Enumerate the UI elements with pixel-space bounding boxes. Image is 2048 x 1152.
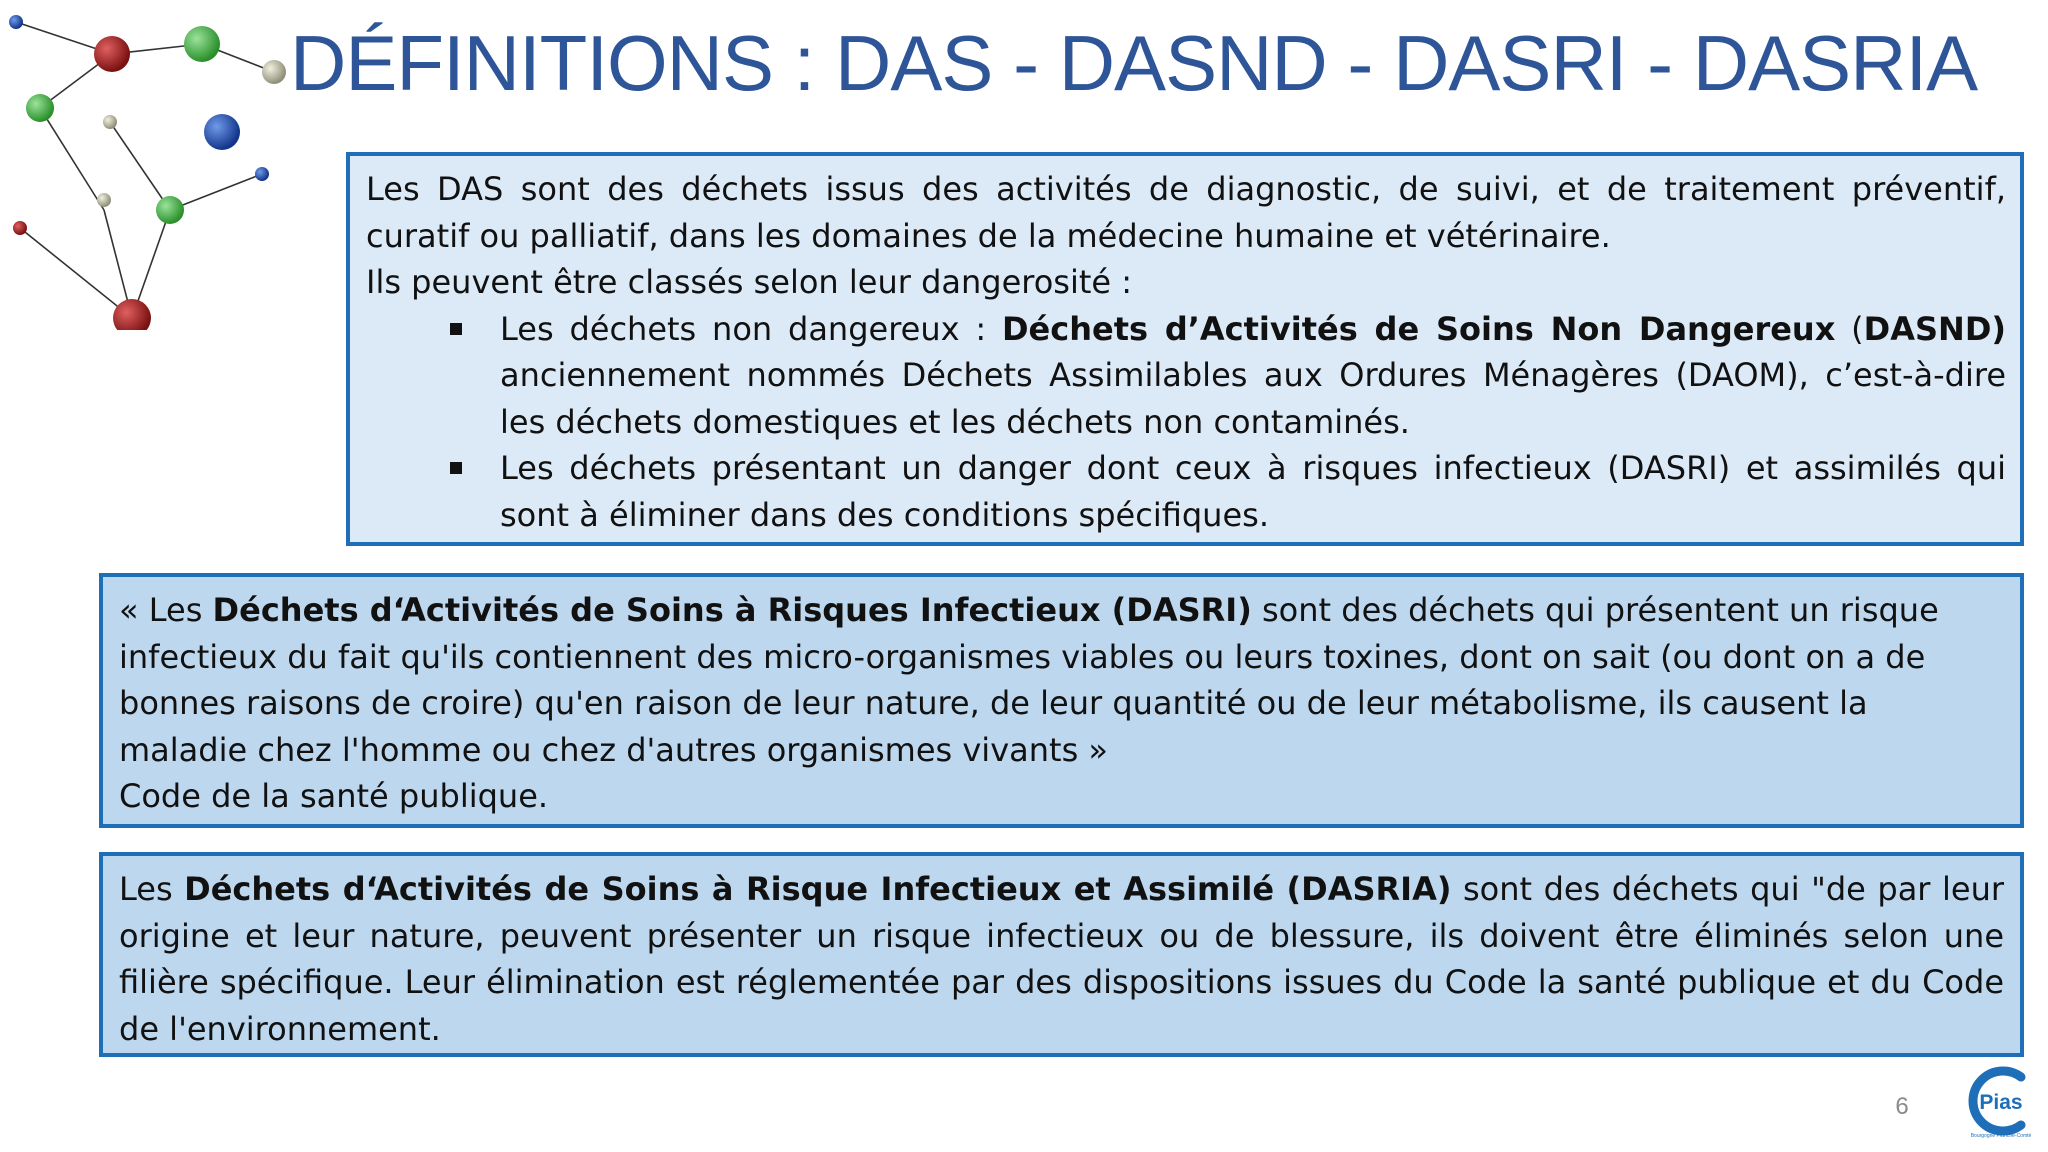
dasnd-term: Déchets d’Activités de Soins Non Dangereux (1001, 309, 1836, 348)
square-bullet-icon (450, 323, 462, 335)
page-number: 6 (1895, 1093, 1909, 1120)
dasri-term: Déchets d‘Activités de Soins à Risques Infectieux (DASRI) (212, 591, 1252, 629)
das-definition-box (346, 152, 2024, 546)
dasri-text: sont des déchets qui présentent un risque infectieux du fait qu'ils contiennent des micro-organismes viables ou leurs toxines, dont on sait (ou dont on a de bonnes raisons de croire) qu'en raison de leur nature, de leur quantité ou de leur métabolisme, ils causent la maladie chez l'homme ou chez d'autres organismes vivants » (119, 591, 1939, 769)
bullet-text: Les déchets présentant un danger dont ceux à risques infectieux (DASRI) et assimilés qui sont à éliminer dans des conditions spécifiques. (500, 449, 2006, 534)
logo-tagline: Bourgogne Franche-Comté (1970, 1133, 2032, 1139)
dasria-definition-box (99, 852, 2024, 1057)
dasria-term: Déchets d‘Activités de Soins à Risque Infectieux et Assimilé (DASRIA) (184, 870, 1452, 908)
bullet-text: ( (1835, 309, 1864, 348)
dasri-source: Code de la santé publique. (119, 777, 549, 815)
quote-open: « Les (119, 591, 213, 629)
list-item-dasnd (500, 306, 2006, 446)
dasria-pre: Les (119, 870, 185, 908)
bullet-text: anciennement nommés Déchets Assimilables aux Ordures Ménagères (DAOM), c’est-à-dire les déchets domestiques et les déchets non contaminés. (500, 356, 2006, 441)
dasnd-acronym: DASND) (1863, 309, 2007, 348)
cpias-logo (1965, 1065, 2035, 1141)
dasri-quote (119, 587, 2004, 773)
bullet-text: Les déchets non dangereux : (500, 309, 1002, 348)
das-intro-text: Les DAS sont des déchets issus des activités de diagnostic, de suivi, et de traitement préventif, curatif ou palliatif, dans les domaines de la médecine humaine et vétérinaire. (366, 170, 2006, 255)
classification-text: Ils peuvent être classés selon leur dangerosité : (366, 263, 1133, 301)
molecule-network-icon (0, 0, 290, 330)
square-bullet-icon (450, 462, 462, 474)
list-item-dasri (500, 445, 2006, 538)
dasria-text (119, 866, 2004, 1052)
slide-title: DÉFINITIONS : DAS - DASND - DASRI - DASRIA (290, 19, 1978, 107)
dasria-rest: sont des déchets qui "de par leur origine et leur nature, peuvent présenter un risque infectieux ou de blessure, ils doivent être éliminés selon une filière spécifique. Leur élimination est réglementée par des dispositions issues du Code la santé publique et du Code de l'environnement. (119, 870, 2005, 1048)
logo-text: Pias (1979, 1091, 2023, 1114)
dangerosity-list (366, 306, 2006, 539)
dasri-definition-box (99, 573, 2024, 828)
